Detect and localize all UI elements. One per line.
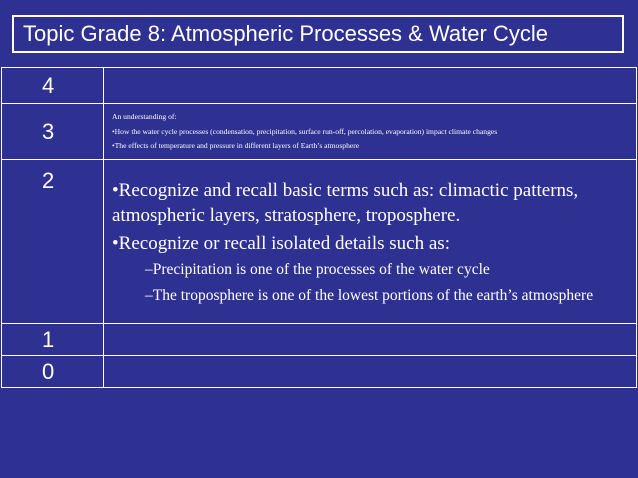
table-row [2, 356, 637, 388]
description-cell [104, 68, 637, 104]
description-cell [104, 160, 637, 324]
description-cell [104, 356, 637, 388]
description-sub-bullet: –The troposphere is one of the lowest portions of the earth’s atmosphere [145, 286, 594, 304]
description-cell [104, 104, 637, 160]
description-bullet: •Recognize or recall isolated details such as: [112, 232, 450, 254]
page-title: Topic Grade 8: Atmospheric Processes & Water Cycle [23, 21, 548, 46]
table-row [2, 104, 637, 160]
score-cell: 3 [2, 104, 104, 160]
description-line: •How the water cycle processes (condensation, precipitation, surface run-off, percolation, evaporation) impact climate changes [112, 126, 498, 136]
rubric-table [1, 67, 637, 388]
score-cell: 2 [2, 160, 104, 324]
table-row [2, 324, 637, 356]
score-cell: 0 [2, 356, 104, 388]
table-row [2, 68, 637, 104]
description-cell [104, 324, 637, 356]
score-cell: 4 [2, 68, 104, 104]
title-box [12, 15, 624, 53]
score-cell: 1 [2, 324, 104, 356]
description-line: An understanding of: [112, 111, 177, 121]
description-line: •The effects of temperature and pressure in different layers of Earth’s atmosphere [112, 141, 360, 151]
table-row [2, 160, 637, 324]
description-sub-bullet: –Precipitation is one of the processes of the water cycle [145, 261, 490, 279]
level-3-description [104, 112, 636, 152]
description-bullet: •Recognize and recall basic terms such as: climactic patterns, atmospheric layers, stratosphere, troposphere. [112, 180, 579, 226]
